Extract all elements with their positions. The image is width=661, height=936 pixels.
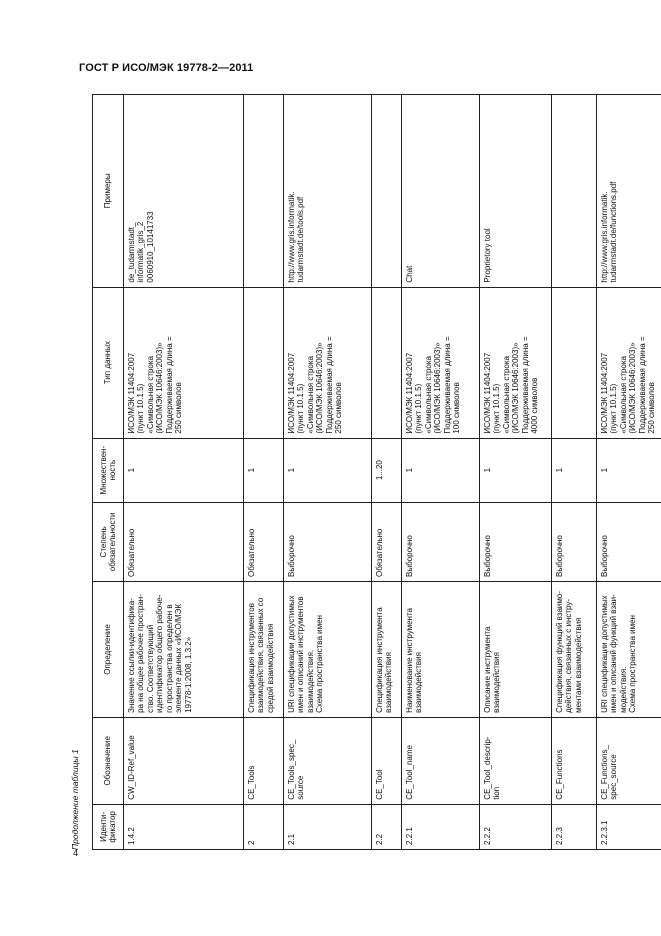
cell-multiplicity: 1 [244,438,284,502]
column-header-definition: Определение [93,582,124,718]
table-row [284,95,372,850]
table-row [124,95,244,850]
cell-example: http://www.gris.informatik. tudarmstadt.de/functions.pdf [597,95,661,288]
cell-example: de_tudarmstadt_ informatik_gris_2 0060910_10141733 [124,95,244,288]
cell-example: http://www.gris.informatik. tudarmstadt.de/tools.pdf [284,95,372,288]
cell-obligation: Выборочно [597,502,661,581]
cell-example [552,95,597,288]
cell-example: Chat [402,95,480,288]
cell-multiplicity: 1 [284,438,372,502]
cell-multiplicity: 1 [552,438,597,502]
cell-datatype [372,287,402,438]
cell-obligation: Обязательно [124,502,244,581]
cell-obligation: Обязательно [372,502,402,581]
cell-identifier: 2.2.3.1 [597,804,661,849]
document-title: ГОСТ Р ИСО/МЭК 19778-2—2011 [79,62,254,74]
cell-identifier: 2 [244,804,284,849]
cell-identifier: 2.1 [284,804,372,849]
cell-identifier: 1.4.2 [124,804,244,849]
table-row [552,95,597,850]
cell-definition: Значение ссылки-идентифика- ра на общее рабочее простран- ство. Соответствующий идентификатор общего рабоче- го пространства определен в элементе данных «ИСО/МЭК 19778-1:2008, 1.3.2» [124,582,244,718]
cell-multiplicity: 1 [124,438,244,502]
cell-definition: Спецификация инструментов взаимодействия, связанных со средой взаимодействия [244,582,284,718]
cell-datatype: ИСО/МЭК 11404:2007 (пункт 10.1.5) «Символьная строка (ИСО/МЭК 10646:2003)» Поддерживаемая длина = 4000 символов [480,287,552,438]
column-header-examples: Примеры [93,95,124,288]
cell-multiplicity: 1 [402,438,480,502]
rotated-table-region [70,94,657,850]
cell-designation: CE_Functions_ spec_source [597,717,661,804]
cell-identifier: 2.2.1 [402,804,480,849]
column-header-datatype: Тип данных [93,287,124,438]
cell-designation: CE_Tool_name [402,717,480,804]
cell-definition: Наименование инструмента взаимодействия [402,582,480,718]
table-row [402,95,480,850]
cell-example [244,95,284,288]
table-row [480,95,552,850]
cell-definition: Спецификация функций взаимо- действия, связанных с инстру- ментами взаимодействия [552,582,597,718]
cell-multiplicity: 1 [597,438,661,502]
column-header-designation: Обозначение [93,717,124,804]
cell-datatype: ИСО/МЭК 11404:2007 (пункт 10.1.5) «Символьная строка (ИСО/МЭК 10646:2003)» Поддерживаемая длина = 250 символов [597,287,661,438]
cell-datatype [552,287,597,438]
cell-multiplicity: 1 [480,438,552,502]
column-header-multiplicity: Множествен- ность [93,438,124,502]
cell-obligation: Выборочно [480,502,552,581]
cell-designation: CE_Tool [372,717,402,804]
cell-datatype: ИСО/МЭК 11404:2007 (пункт 10.1.5) «Символьная строка (ИСО/МЭК 10646:2003)» Поддерживаемая длина = 250 символов [124,287,244,438]
cell-designation: CE_Tool_descrip- tion [480,717,552,804]
table-row [244,95,284,850]
cell-definition: Описание инструмента взаимодействия [480,582,552,718]
column-header-identifier: Иденти- фикатор [93,804,124,849]
cell-designation: CW_ID-Ref_value [124,717,244,804]
cell-multiplicity: 1...20 [372,438,402,502]
cell-obligation: Выборочно [284,502,372,581]
cell-identifier: 2.2.2 [480,804,552,849]
cell-designation: CE_Functions [552,717,597,804]
cell-obligation: Обязательно [244,502,284,581]
cell-datatype: ИСО/МЭК 11404:2007 (пункт 10.1.5) «Символьная строка (ИСО/МЭК 10646:2003)» Поддерживаемая длина = 100 символов [402,287,480,438]
table-caption: Продолжение таблицы 1 [70,749,80,850]
cell-definition: URI спецификации допустимых имен и описаний инструментов взаимодействия. Схема пространства имен [284,582,372,718]
table-row [372,95,402,850]
cell-obligation: Выборочно [402,502,480,581]
cell-identifier: 2.2 [372,804,402,849]
table-header-row [93,95,124,850]
cell-example: Proprietory tool [480,95,552,288]
page-number: 4 [73,848,79,858]
cell-definition: URI спецификации допустимых имен и описаний функций взаи- модействия. Схема пространства имен [597,582,661,718]
cell-datatype [244,287,284,438]
column-header-obligation: Степень обязательности [93,502,124,581]
cell-obligation: Выборочно [552,502,597,581]
cell-designation: CE_Tools [244,717,284,804]
cell-definition: Спецификация инструмента взаимодействия [372,582,402,718]
specification-table [92,94,661,850]
cell-identifier: 2.2.3 [552,804,597,849]
table-row [597,95,661,850]
cell-designation: CE_Tools_spec_ source [284,717,372,804]
cell-datatype: ИСО/МЭК 11404:2007 (пункт 10.1.5) «Символьная строка (ИСО/МЭК 10646:2003)» Поддерживаемая длина = 250 символов [284,287,372,438]
cell-example [372,95,402,288]
